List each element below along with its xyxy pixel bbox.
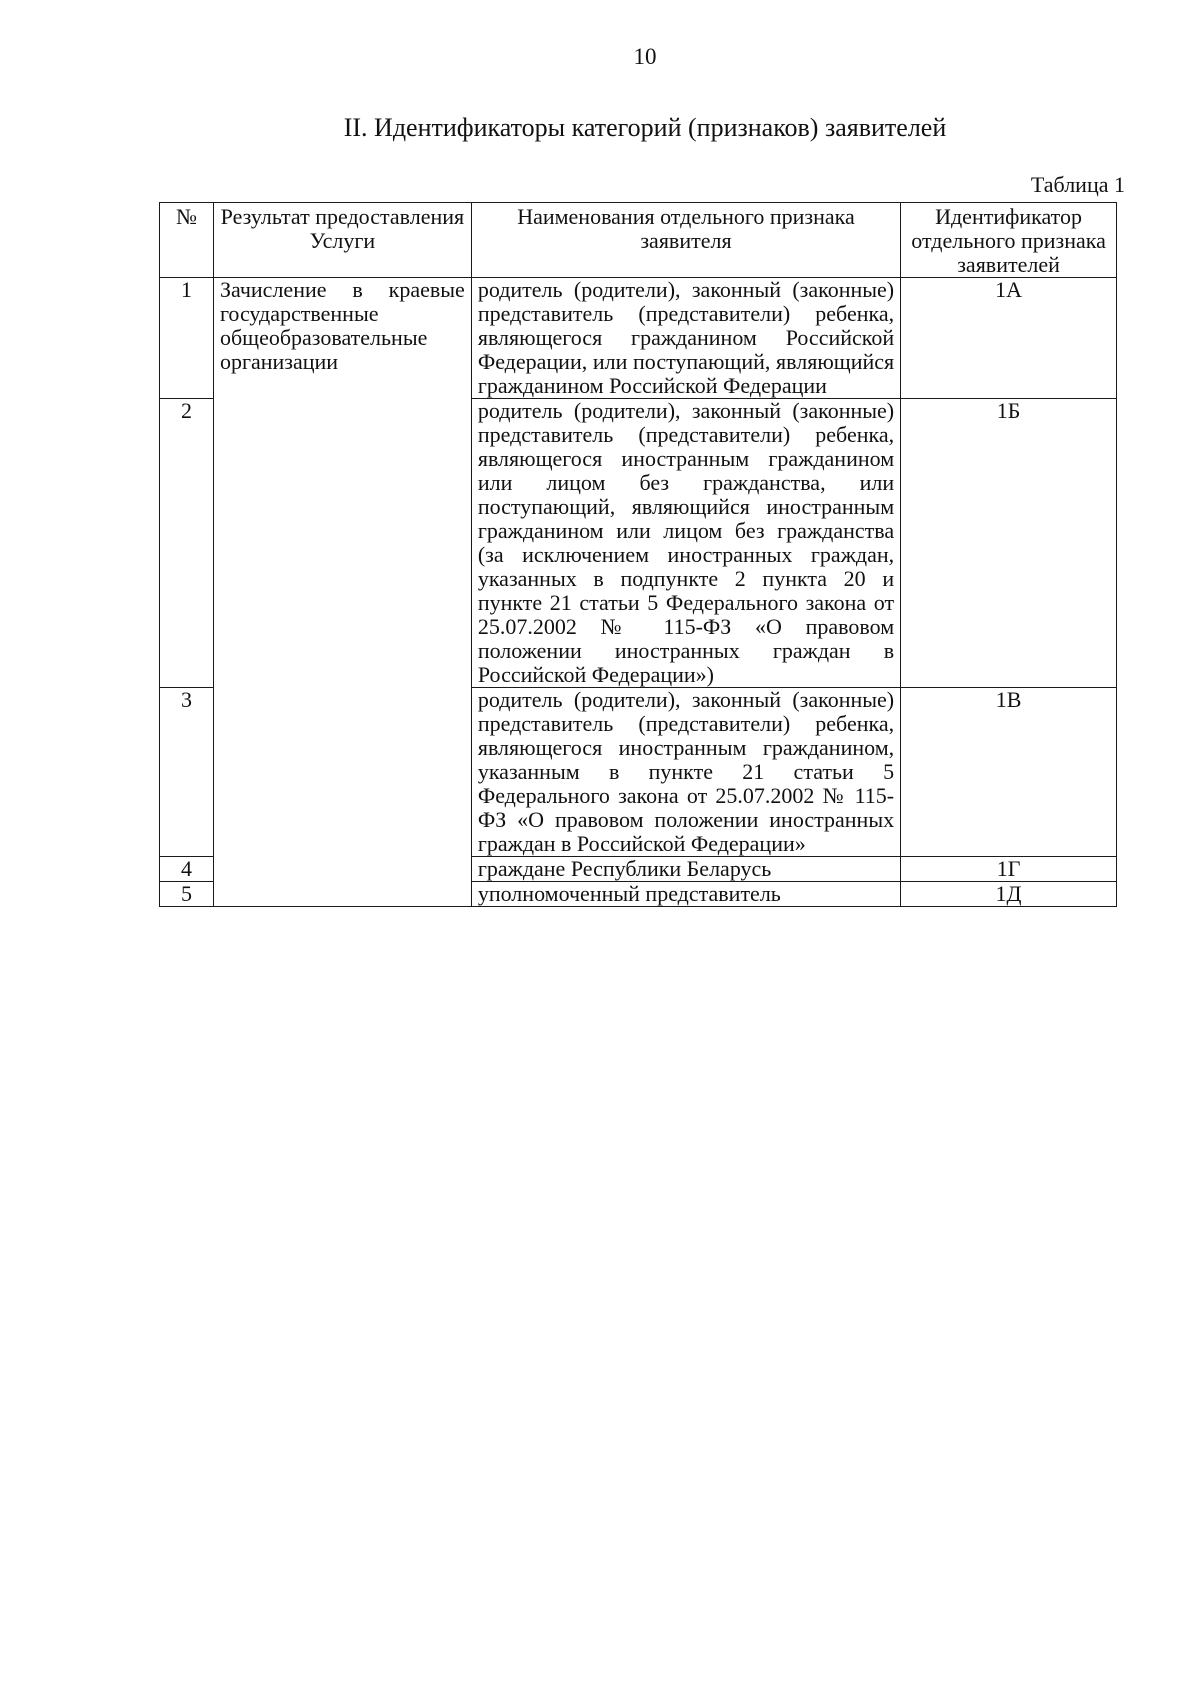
header-feature: Наименования отдельного признака заявителя xyxy=(471,203,900,278)
row-num: 2 xyxy=(160,399,214,688)
page-number: 10 xyxy=(633,44,657,69)
row-num: 1 xyxy=(160,278,214,399)
row-num: 3 xyxy=(160,688,214,857)
row-identifier: 1Г xyxy=(901,857,1117,882)
header-result: Результат предоставления Услуги xyxy=(213,203,471,278)
row-feature: родитель (родители), законный (законные) представитель (представители) ребенка, являющегося иностранным гражданином, указанным в пункте 21 статьи 5 Федерального закона от 25.07.2002 № 115-ФЗ «О правовом положении иностранных граждан в Российской Федерации» xyxy=(471,688,900,857)
row-feature: родитель (родители), законный (законные) представитель (представители) ребенка, являющегося гражданином Российской Федерации, или поступающий, являющийся гражданином Российской Федерации xyxy=(471,278,900,399)
applicant-categories-table xyxy=(159,202,1117,907)
row-identifier: 1Б xyxy=(901,399,1117,688)
section-title: II. Идентификаторы категорий (признаков) заявителей xyxy=(343,113,947,142)
row-num: 4 xyxy=(160,857,214,882)
table-caption: Таблица 1 xyxy=(1030,172,1125,197)
header-num: № xyxy=(160,203,214,278)
result-text: Зачисление в краевые государственные общеобразовательные организации xyxy=(219,277,465,374)
row-feature: уполномоченный представитель xyxy=(471,882,900,907)
table-header-row xyxy=(160,203,1117,278)
row-num: 5 xyxy=(160,882,214,907)
result-cell xyxy=(213,278,471,907)
row-feature: родитель (родители), законный (законные) представитель (представители) ребенка, являющегося иностранным гражданином или лицом без гражданства, или поступающий, являющийся иностранным гражданином или лицом без гражданства (за исключением иностранных граждан, указанных в подпункте 2 пункта 20 и пункте 21 статьи 5 Федерального закона от 25.07.2002 № 115-ФЗ «О правовом положении иностранных граждан в Российской Федерации») xyxy=(471,399,900,688)
row-identifier: 1А xyxy=(901,278,1117,399)
row-feature: граждане Республики Беларусь xyxy=(471,857,900,882)
row-identifier: 1Д xyxy=(901,882,1117,907)
table-row xyxy=(160,278,1117,399)
header-identifier: Идентификатор отдельного признака заявителей xyxy=(901,203,1117,278)
row-identifier: 1В xyxy=(901,688,1117,857)
